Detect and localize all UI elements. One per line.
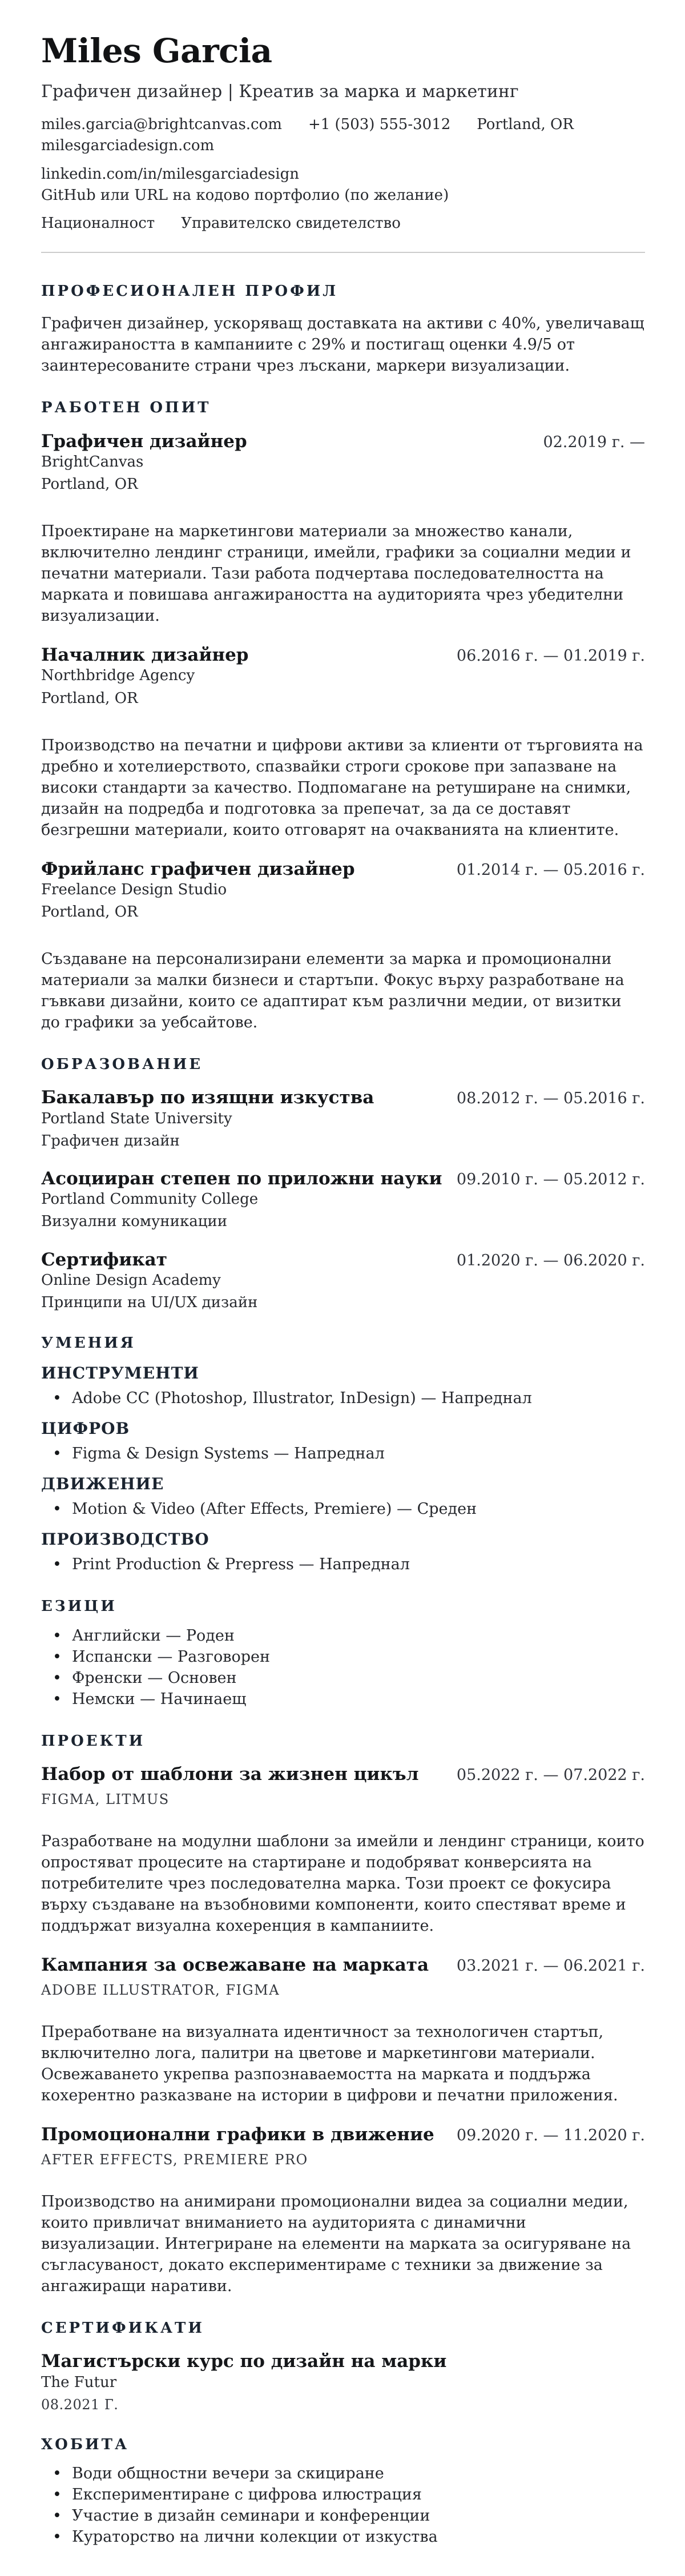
profile-section-title: ПРОФЕСИОНАЛЕН ПРОФИЛ — [41, 283, 339, 300]
education-degree: Асоцииран степен по приложни науки — [41, 1168, 442, 1189]
project-entry-head — [41, 1764, 645, 1785]
education-entry — [41, 1168, 645, 1231]
certificates-section-title: СЕРТИФИКАТИ — [41, 2320, 204, 2337]
section-hobbies — [41, 2436, 645, 2547]
job-entry — [41, 431, 645, 627]
contact-website: milesgarciadesign.com — [41, 137, 215, 155]
project-entry — [41, 1764, 645, 1936]
skills-group-label: ПРОИЗВОДСТВО — [41, 1530, 209, 1549]
section-skills — [41, 1335, 645, 1575]
profile-summary: Графичен дизайнер, ускоряващ доставката на активи с 40%, увеличаващ ангажираността в кампаниите с 29% и постигащ оценки 4.9/5 от заинтересованите страни чрез лъскани, маркери визуализации. — [41, 315, 644, 375]
section-profile — [41, 283, 645, 376]
contact-row-2 — [41, 166, 645, 204]
hobby-item: • Кураторство на лични колекции от изкуства — [41, 2526, 645, 2547]
education-entry-head — [41, 1249, 645, 1271]
education-field: Принципи на UI/UX дизайн — [41, 1293, 258, 1311]
contact-row-3 — [41, 215, 645, 232]
skills-group-list — [41, 1388, 645, 1409]
education-entry — [41, 1249, 645, 1312]
contact-location: Portland, OR — [477, 116, 574, 134]
certificate-title: Магистърски курс по дизайн на марки — [41, 2351, 447, 2372]
certificate-entry-head — [41, 2351, 645, 2372]
education-degree: Бакалавър по изящни изкуства — [41, 1087, 374, 1108]
language-item: • Испански — Разговорен — [41, 1646, 645, 1667]
skills-group-label: ЦИФРОВ — [41, 1419, 130, 1438]
job-description: Създаване на персонализирани елементи за марка и промоционални материали за малки бизнеси и стартъпи. Фокус върху разработване на гъвкави дизайни, които се адаптират към различни медии, от визитки до графики за уебсайтове. — [41, 950, 624, 1032]
hobbies-section-title: ХОБИТА — [41, 2436, 130, 2453]
contact-block — [41, 116, 645, 232]
project-tools: FIGMA, LITMUS — [41, 1791, 170, 1807]
hobby-item: • Участие в дизайн семинари и конференции — [41, 2505, 645, 2526]
contact-driving-license: Управителско свидетелство — [181, 215, 401, 232]
job-title: Фрийланс графичен дизайнер — [41, 858, 355, 879]
skills-group-list — [41, 1443, 645, 1464]
project-description: Производство на анимирани промоционални видеа за социални медии, които привличат вниманието на аудиторията с динамични визуализации. Интегриране на елементи на марката за осигуряване на съгласуваност, докато експериментираме с техники за движение за ангажиращи наративи. — [41, 2193, 631, 2296]
project-description: Разработване на модулни шаблони за имейли и лендинг страници, които опростяват процесите на стартиране и подобряват конверсията на потребителите чрез последователна марка. Този проект се фокусира върху създаване на възобновими компоненти, които спестяват време и поддържат визуална кохеренция в кампаниите. — [41, 1832, 644, 1935]
contact-row-1 — [41, 116, 645, 155]
project-title: Набор от шаблони за жизнен цикъл — [41, 1763, 419, 1785]
education-school: Online Design Academy — [41, 1271, 221, 1289]
job-entry — [41, 859, 645, 1034]
skills-group-label: ДВИЖЕНИЕ — [41, 1474, 164, 1494]
job-company: Freelance Design Studio — [41, 881, 227, 898]
job-entry-head — [41, 645, 645, 666]
education-entry-head — [41, 1168, 645, 1189]
skills-section-title: УМЕНИЯ — [41, 1335, 136, 1352]
project-dates: 05.2022 г. — 07.2022 г. — [456, 1766, 645, 1784]
education-school: Portland Community College — [41, 1191, 259, 1208]
header-divider — [41, 252, 645, 253]
contact-email: miles.garcia@brightcanvas.com — [41, 116, 282, 134]
education-degree: Сертификат — [41, 1249, 167, 1270]
education-dates: 01.2020 г. — 06.2020 г. — [456, 1251, 645, 1269]
skills-group-list — [41, 1498, 645, 1520]
hobby-item: • Води общностни вечери за скициране — [41, 2463, 645, 2484]
education-entry-head — [41, 1087, 645, 1108]
education-entry — [41, 1087, 645, 1150]
job-dates: 01.2014 г. — 05.2016 г. — [456, 861, 645, 879]
experience-section-title: РАБОТЕН ОПИТ — [41, 399, 211, 417]
languages-list — [41, 1625, 645, 1710]
candidate-name: Miles Garcia — [41, 31, 272, 70]
project-title: Промоционални графики в движение — [41, 2124, 434, 2145]
projects-section-title: ПРОЕКТИ — [41, 1732, 146, 1750]
contact-phone: +1 (503) 555-3012 — [308, 116, 451, 134]
contact-linkedin: linkedin.com/in/milesgarciadesign — [41, 165, 299, 183]
resume-header — [41, 33, 645, 253]
job-location: Portland, OR — [41, 903, 138, 921]
section-education — [41, 1056, 645, 1312]
job-title: Графичен дизайнер — [41, 431, 247, 452]
education-field: Визуални комуникации — [41, 1213, 228, 1231]
job-entry-head — [41, 431, 645, 452]
job-location: Portland, OR — [41, 689, 138, 707]
education-dates: 09.2010 г. — 05.2012 г. — [456, 1171, 645, 1189]
language-item: • Английски — Роден — [41, 1625, 645, 1646]
job-title: Началник дизайнер — [41, 645, 249, 666]
skill-item: • Adobe CC (Photoshop, Illustrator, InDesign) — Напреднал — [41, 1388, 645, 1409]
job-dates: 06.2016 г. — 01.2019 г. — [456, 647, 645, 665]
skill-item: • Print Production & Prepress — Напреднал — [41, 1554, 645, 1575]
skills-group-label: ИНСТРУМЕНТИ — [41, 1364, 199, 1383]
language-item: • Френски — Основен — [41, 1667, 645, 1689]
skills-group-list — [41, 1554, 645, 1575]
job-description: Производство на печатни и цифрови активи за клиенти от търговията на дребно и хотелиерството, спазвайки строги срокове при запазване на високи стандарти за качество. Подпомагане на ретуширане на снимки, дизайн на подредба и подготовка за препечат, за да се доставят безгрешни материали, които отговарят на очакванията на клиентите. — [41, 736, 643, 839]
project-dates: 09.2020 г. — 11.2020 г. — [456, 2127, 645, 2145]
project-entry — [41, 2124, 645, 2297]
language-item: • Немски — Начинаещ — [41, 1689, 645, 1710]
job-description: Проектиране на маркетингови материали за множество канали, включително лендинг страници, имейли, графики за социални медии и печатни материали. Тази работа подчертава последователността на марката и повишава ангажираността на аудиторията чрез убедителни визуализации. — [41, 523, 631, 625]
project-entry-head — [41, 2124, 645, 2145]
job-company: Northbridge Agency — [41, 667, 195, 685]
project-dates: 03.2021 г. — 06.2021 г. — [456, 1956, 645, 1975]
section-certificates — [41, 2320, 645, 2413]
project-title: Кампания за освежаване на марката — [41, 1954, 429, 1975]
job-location: Portland, OR — [41, 475, 138, 493]
project-tools: ADOBE ILLUSTRATOR, FIGMA — [41, 1982, 280, 1999]
skill-item: • Figma & Design Systems — Напреднал — [41, 1443, 645, 1464]
section-experience — [41, 399, 645, 1033]
section-projects — [41, 1733, 645, 2297]
project-entry-head — [41, 1955, 645, 1976]
hobbies-list — [41, 2463, 645, 2547]
education-dates: 08.2012 г. — 05.2016 г. — [456, 1090, 645, 1108]
job-entry — [41, 645, 645, 841]
candidate-tagline: Графичен дизайнер | Креатив за марка и маркетинг — [41, 81, 519, 102]
hobby-item: • Експериментиране с цифрова илюстрация — [41, 2484, 645, 2505]
certificate-date: 08.2021 Г. — [41, 2396, 119, 2413]
certificate-entry — [41, 2351, 645, 2413]
project-description: Преработване на визуалната идентичност за технологичен стартъп, включително лога, палитри на цветове и маркетингови материали. Освежаването укрепва разпознаваемостта на марката и поддържа кохерентно разказване на истории в цифрови и печатни приложения. — [41, 2023, 618, 2105]
skill-item: • Motion & Video (After Effects, Premiere) — Среден — [41, 1498, 645, 1520]
project-tools: AFTER EFFECTS, PREMIERE PRO — [41, 2152, 308, 2168]
education-field: Графичен дизайн — [41, 1132, 180, 1150]
job-company: BrightCanvas — [41, 453, 144, 471]
job-entry-head — [41, 859, 645, 880]
contact-portfolio-note: GitHub или URL на кодово портфолио (по желание) — [41, 186, 449, 204]
education-section-title: ОБРАЗОВАНИЕ — [41, 1056, 203, 1074]
section-languages — [41, 1598, 645, 1709]
languages-section-title: ЕЗИЦИ — [41, 1598, 117, 1615]
education-school: Portland State University — [41, 1110, 232, 1127]
project-entry — [41, 1955, 645, 2106]
contact-nationality: Националност — [41, 215, 155, 232]
certificate-issuer: The Futur — [41, 2373, 117, 2391]
job-dates: 02.2019 г. — — [543, 433, 645, 451]
